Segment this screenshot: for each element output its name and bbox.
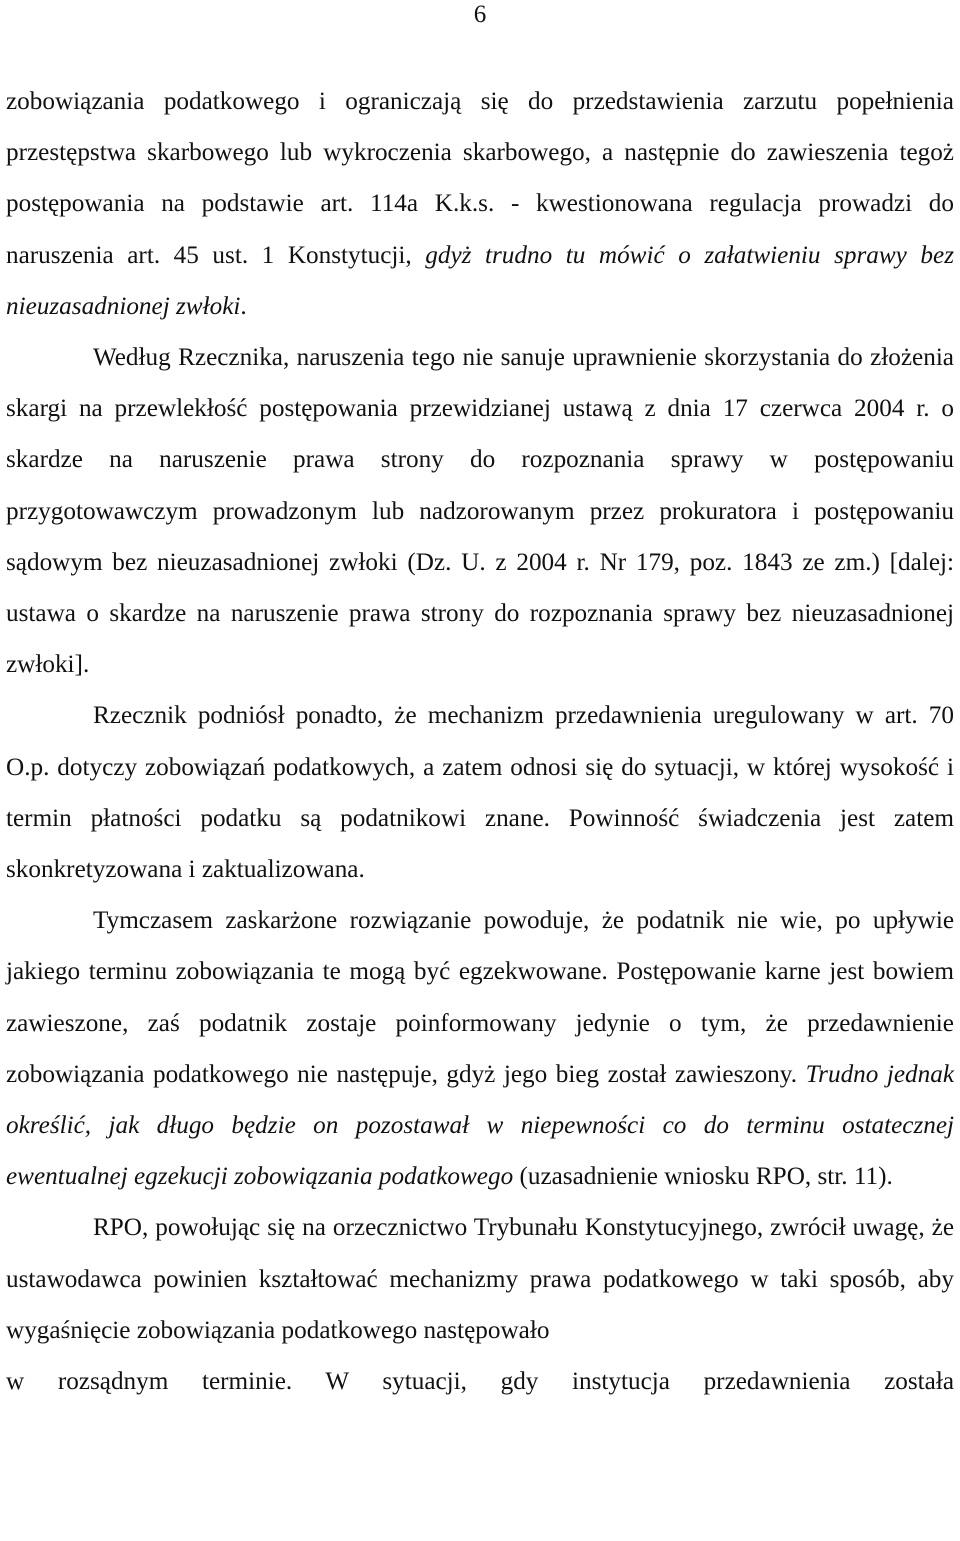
paragraph-1-text: zobowiązania podatkowego i ograniczają się do przedstawienia zarzutu popełnienia przestępstwa skarbowego lub wykroczenia skarbowego, a następnie do zawieszenia tegoż postępowania na podstawie art. 114a K.k.s. - kwestionowana regulacja prowadzi do naruszenia art. 45 ust. 1 Konstytucji, (6, 88, 954, 269)
paragraph-2: Według Rzecznika, naruszenia tego nie sanuje uprawnienie skorzystania do złożenia skargi na przewlekłość postępowania przewidzianej ustawą z dnia 17 czerwca 2004 r. o skardze na naruszenie prawa strony do rozpoznania sprawy w postępowaniu przygotowawczym prowadzonym lub nadzorowanym przez prokuratora i postępowaniu sądowym bez nieuzasadnionej zwłoki (Dz. U. z 2004 r. Nr 179, poz. 1843 ze zm.) [dalej: ustawa o skardze na naruszenie prawa strony do rozpoznania sprawy bez nieuzasadnionej zwłoki]. (6, 344, 954, 679)
paragraph-4-end: (uzasadnienie wniosku RPO, str. 11). (519, 1163, 893, 1191)
paragraph-4-text: Tymczasem zaskarżone rozwiązanie powoduje, że podatnik nie wie, po upływie jakiego terminu zobowiązania te mogą być egzekwowane. Postępowanie karne jest bowiem zawieszone, zaś podatnik zostaje poinformowany jedynie o tym, że przedawnienie zobowiązania podatkowego nie następuje, gdyż jego bieg został zawieszony. (6, 907, 954, 1088)
paragraph-4-italic-2: w niepewności co do terminu ostatecznej ewentualnej egzekucji zobowiązania podatkowego (6, 1112, 955, 1191)
paragraph-3: Rzecznik podniósł ponadto, że mechanizm przedawnienia uregulowany w art. 70 O.p. dotyczy zobowiązań podatkowych, a zatem odnosi się do sytuacji, w której wysokość i termin płatności podatku są podatnikowi znane. Powinność świadczenia jest zatem skonkretyzowana i zaktualizowana. (6, 702, 954, 884)
paragraph-1 (6, 76, 954, 332)
document-body (6, 76, 954, 1407)
paragraph-4-italic-1: Trudno jednak określić, jak długo będzie on pozostawał (6, 1060, 955, 1140)
paragraph-1-end: . (240, 292, 247, 320)
paragraph-4 (6, 895, 954, 1202)
paragraph-5-last-line: w rozsądnym terminie. W sytuacji, gdy instytucja przedawnienia została (6, 1368, 954, 1396)
paragraph-5: RPO, powołując się na orzecznictwo Trybunału Konstytucyjnego, zwrócił uwagę, że ustawodawca powinien kształtować mechanizmy prawa podatkowego w taki sposób, aby wygaśnięcie zobowiązania podatkowego następowało (6, 1214, 954, 1344)
paragraph-1-italic: gdyż trudno tu mówić o załatwieniu sprawy bez nieuzasadnionej zwłoki (6, 241, 955, 320)
page-number: 6 (473, 1, 487, 28)
